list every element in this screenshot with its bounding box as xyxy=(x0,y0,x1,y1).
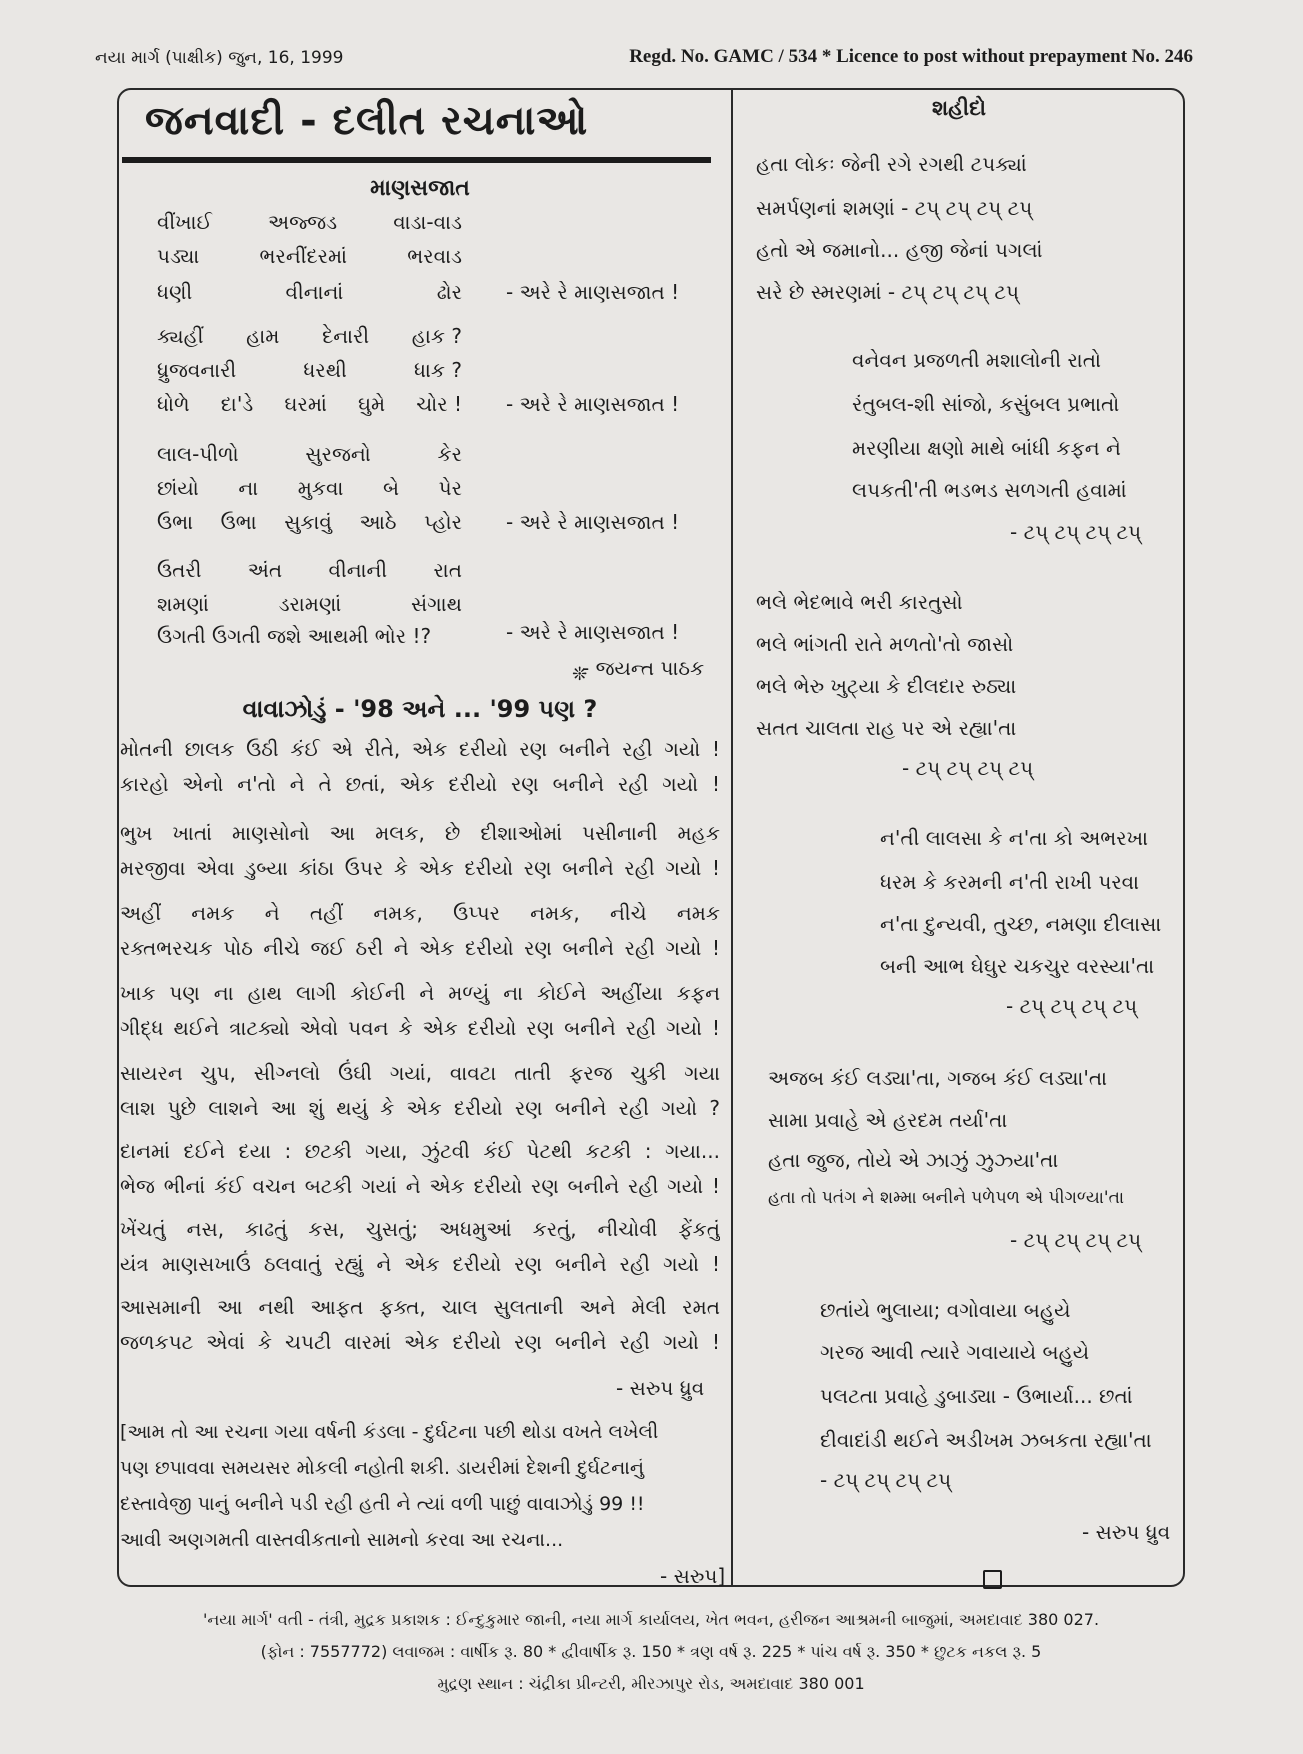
poem2-line: રક્તભરચક પોઠ નીચે જઈ ઠરી ને એક દરીયો રણ બનીને રહી ગયો ! xyxy=(120,936,720,960)
poem2-line: ખેંચતું નસ, કાઢતું કસ, ચુસતું; અધમુઆં કરતું, નીચોવી ફેંકતું xyxy=(120,1217,720,1241)
poem3-line: મરણીયા ક્ષણો માથે બાંધી કફન ને xyxy=(852,436,1121,460)
poem3-line: સમર્પણનાં શમણાં - ટપ્ ટપ્ ટપ્ ટપ્ xyxy=(756,196,1033,220)
header-registration: Regd. No. GAMC / 534 * Licence to post without prepayment No. 246 xyxy=(629,46,1193,67)
poem2-line: મોતની છાલક ઉઠી કંઈ એ રીતે, એક દરીયો રણ બનીને રહી ગયો ! xyxy=(120,737,720,761)
poem3-line: હતા તો પતંગ ને શમ્મા બનીને પળેપળ એ પીગળ્યા'તા xyxy=(768,1188,1125,1208)
column-divider xyxy=(731,88,733,1587)
poem1-line: છાંયો ના મુકવા બે પેર xyxy=(157,476,462,500)
poem1-title: માણસજાત xyxy=(370,176,470,201)
poem1-line: ઉતરી અંત વીનાની રાત xyxy=(157,558,462,582)
poem2-stanza xyxy=(120,1134,720,1204)
poem2-line: સાયરન ચુપ, સીગ્નલો ઉંઘી ગયાં, વાવટા તાતી ફરજ ચુકી ગયા xyxy=(120,1061,720,1085)
poem3-line: હતા લોકઃ જેની રગે રગથી ટપક્યાં xyxy=(756,152,1027,176)
poem3-line: છતાંયે ભુલાયા; વગોવાયા બહુયે xyxy=(820,1298,1071,1322)
author-note xyxy=(120,1414,722,1558)
poem3-refrain: - ટપ્ ટપ્ ટપ્ ટપ્ xyxy=(1010,1228,1142,1252)
poem2-line: લાશ પુછે લાશને આ શું થયું કે એક દરીયો રણ બનીને રહી ગયો ? xyxy=(120,1096,720,1120)
poem3-line: ન'તી લાલસા કે ન'તા કો અભરખા xyxy=(880,826,1148,850)
poem2-stanza xyxy=(120,976,720,1046)
poem3-line: બની આભ ઘેઘુર ચકચુર વરસ્યા'તા xyxy=(880,954,1155,978)
poem3-refrain: - ટપ્ ટપ્ ટપ્ ટપ્ xyxy=(820,1468,952,1492)
poem2-line: દાનમાં દઈને દયા : છટકી ગયા, ઝુંટવી કંઈ પેટથી કટકી : ગયા... xyxy=(120,1139,720,1163)
poem2-line: આસમાની આ નથી આફત ફક્ત, ચાલ સુલતાની અને મેલી રમત xyxy=(120,1295,720,1319)
poem1-refrain: - અરે રે માણસજાત ! xyxy=(506,510,680,534)
note-line: આવી અણગમતી વાસ્તવીકતાનો સામનો કરવા આ રચના... xyxy=(120,1529,564,1551)
poem3-refrain: - ટપ્ ટપ્ ટપ્ ટપ્ xyxy=(1010,520,1142,544)
footer-publisher: 'નયા માર્ગ' વતી - તંત્રી, મુદ્રક પ્રકાશક : ઈન્દુકુમાર જાની, નયા માર્ગ કાર્યાલય, ખેત ભવન, હરીજન આશ્રમની બાજુમાં, અમદાવાદ 380 027. xyxy=(202,1610,1100,1629)
poem2-line: ગીદ્ધ થઈને ત્રાટક્યો એવો પવન કે એક દરીયો રણ બનીને રહી ગયો ! xyxy=(120,1016,720,1040)
poem2-stanza xyxy=(120,732,720,802)
title-underline xyxy=(122,157,711,163)
poem3-line: રંતુબલ-શી સાંજો, કસુંબલ પ્રભાતો xyxy=(852,392,1120,416)
poem3-line: અજબ કંઈ લડ્યા'તા, ગજબ કંઈ લડ્યા'તા xyxy=(768,1066,1108,1090)
poem1-line: ધોળે દા'ડે ઘરમાં ઘુમે ચોર ! xyxy=(157,392,462,416)
poem1-line: વીંખાઈ અજ્જડ વાડા-વાડ xyxy=(157,210,462,234)
poem3-line: ધરમ કે કરમની ન'તી રાખી પરવા xyxy=(880,870,1140,894)
poem2-stanza xyxy=(120,896,720,966)
poem3-line: લપકતી'તી ભડભડ સળગતી હવામાં xyxy=(852,478,1127,502)
poem1-refrain: - અરે રે માણસજાત ! xyxy=(506,392,680,416)
poem1-refrain: - અરે રે માણસજાત ! xyxy=(506,620,680,644)
poem1-line: ઉભા ઉભા સુકાવું આઠે પ્હોર xyxy=(157,510,462,534)
poem3-line: સામા પ્રવાહે એ હરદમ તર્યા'તા xyxy=(768,1108,1008,1132)
poem2-line: યંત્ર માણસખાઉં ઠલવાતું રહ્યું ને એક દરીયો રણ બનીને રહી ગયો ! xyxy=(120,1252,720,1276)
end-mark-square xyxy=(983,1570,1002,1589)
poem3-line: હતો એ જમાનો... હજી જેનાં પગલાં xyxy=(756,238,1043,262)
note-line: દસ્તાવેજી પાનું બનીને પડી રહી હતી ને ત્યાં વળી પાછું વાવાઝોડું 99 !! xyxy=(120,1493,645,1515)
poem1-line: ધણી વીનાનાં ઢોર xyxy=(157,280,462,304)
poem3-line: પલટતા પ્રવાહે ડુબાડ્યા - ઉભાર્યા... છતાં xyxy=(820,1384,1133,1408)
poem2-line: ભુખ ખાતાં માણસોનો આ મલક, છે દીશાઓમાં પસીનાની મહક xyxy=(120,821,720,845)
poem2-stanza xyxy=(120,1056,720,1126)
poem3-line: ગરજ આવી ત્યારે ગવાયાયે બહુયે xyxy=(820,1340,1090,1364)
poem3-line: ભલે ભાંગતી રાતે મળતો'તો જાસો xyxy=(756,632,1014,656)
poem1-line: ઉગતી ઉગતી જશે આથમી ભોર !? xyxy=(157,624,432,648)
poem1-line: શમણાં ડરામણાં સંગાથ xyxy=(157,592,462,616)
poem3-line: સતત ચાલતા રાહ પર એ રહ્યા'તા xyxy=(756,716,1017,740)
page-title: જનવાદી - દલીત રચનાઓ xyxy=(145,98,589,144)
footer-subscription: (ફોન : 7557772) લવાજમ : વાર્ષીક રૂ. 80 * દ્વીવાર્ષીક રૂ. 150 * ત્રણ વર્ષ રૂ. 225 * પાંચ વર્ષ રૂ. 350 * છુટક નકલ રૂ. 5 xyxy=(260,1642,1042,1661)
poem3-author: - સરુપ ધ્રુવ xyxy=(1082,1520,1171,1544)
poem3-refrain: - ટપ્ ટપ્ ટપ્ ટપ્ xyxy=(1006,994,1138,1018)
poem2-title: વાવાઝોડું - '98 અને ... '99 પણ ? xyxy=(242,695,598,723)
poem3-line: ભલે ભેદભાવે ભરી કારતુસો xyxy=(756,590,963,614)
poem2-stanza xyxy=(120,1212,720,1282)
poem2-line: ખાક પણ ના હાથ લાગી કોઈની ને મળ્યું ના કોઈને અહીંયા કફન xyxy=(120,981,720,1005)
poem3-line: ભલે ભેરુ ખુટ્યા કે દીલદાર રુઠ્યા xyxy=(756,674,1017,698)
poem2-stanza xyxy=(120,1290,720,1360)
separator-ornament: ❊ xyxy=(572,664,588,685)
poem2-author: - સરુપ ધ્રુવ xyxy=(616,1376,705,1400)
poem2-line: કારહો એનો ન'તો ને તે છતાં, એક દરીયો રણ બનીને રહી ગયો ! xyxy=(120,772,720,796)
poem2-line: જળકપટ એવાં કે ચપટી વારમાં એક દરીયો રણ બનીને રહી ગયો ! xyxy=(120,1330,720,1354)
poem2-line: ભેજ ભીનાં કંઈ વચન બટકી ગયાં ને એક દરીયો રણ બનીને રહી ગયો ! xyxy=(120,1174,720,1198)
poem1-line: ક્યહીં હામ દેનારી હાક ? xyxy=(157,324,462,348)
header-publication-date: નયા માર્ગ (પાક્ષીક) જુન, 16, 1999 xyxy=(95,48,344,68)
poem3-line: ન'તા દુન્યવી, તુચ્છ, નમણા દીલાસા xyxy=(880,912,1162,936)
note-signature: - સરુપ] xyxy=(660,1564,726,1588)
poem1-line: પડ્યા ભરનીંદરમાં ભરવાડ xyxy=(157,244,462,268)
poem1-line: ધ્રુજવનારી ધરથી ધાક ? xyxy=(157,358,462,382)
poem1-refrain: - અરે રે માણસજાત ! xyxy=(506,280,680,304)
note-line: [આમ તો આ રચના ગયા વર્ષની કંડલા - દુર્ઘટના પછી થોડા વખતે લખેલી xyxy=(120,1421,659,1443)
poem1-line: લાલ-પીળો સુરજનો કેર xyxy=(157,442,462,466)
poem3-title: શહીદો xyxy=(931,96,987,120)
poem3-line: વનેવન પ્રજળતી મશાલોની રાતો xyxy=(852,348,1101,372)
poem2-stanza xyxy=(120,816,720,886)
poem3-line: દીવાદાંડી થઈને અડીખમ ઝબકતા રહ્યા'તા xyxy=(820,1428,1152,1452)
footer-printer: મુદ્રણ સ્થાન : ચંદ્રીકા પ્રીન્ટરી, મીરઝાપુર રોડ, અમદાવાદ 380 001 xyxy=(437,1674,865,1693)
poem2-line: અહીં નમક ને તહીં નમક, ઉપ્પર નમક, નીચે નમક xyxy=(120,901,720,925)
poem3-line: સરે છે સ્મરણમાં - ટપ્ ટપ્ ટપ્ ટપ્ xyxy=(756,280,1020,304)
poem2-line: મરજીવા એવા ડુબ્યા કાંઠા ઉપર કે એક દરીયો રણ બનીને રહી ગયો ! xyxy=(120,856,720,880)
poem3-refrain: - ટપ્ ટપ્ ટપ્ ટપ્ xyxy=(902,756,1034,780)
poem3-line: હતા જુજ, તોયે એ ઝાઝું ઝુઝ્યા'તા xyxy=(768,1148,1059,1172)
poem1-author: - જયન્ત પાઠક xyxy=(582,656,705,680)
note-line: પણ છપાવવા સમયસર મોકલી નહોતી શકી. ડાયરીમાં દેશની દુર્ઘટનાનું xyxy=(120,1457,645,1479)
